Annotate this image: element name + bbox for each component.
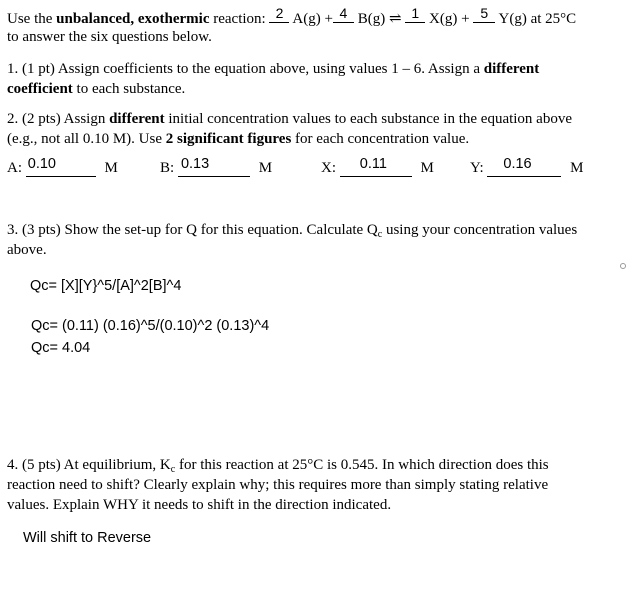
q4-line-1 [7,456,549,474]
q2-bold-different: different [109,111,165,127]
coef-b-value: 4 [339,5,348,21]
intro-line-2: to answer the six questions below. [7,29,212,45]
coef-a-value: 2 [275,5,284,21]
conc-input-b[interactable] [178,158,250,177]
q4-text-2: for this reaction at 25°C is 0.545. In which direction does this [175,457,549,473]
species-x: X(g) + [429,11,470,27]
conc-value-a: 0.10 [27,156,56,172]
intro-text: Use the [7,11,57,27]
q2-bold-sigfigs: 2 significant figures [165,131,292,147]
q4-subscript: c [170,464,176,475]
q1-line-1 [7,60,539,78]
conc-field-x [321,158,434,177]
conc-label-b: B: [160,160,175,176]
coef-y-blank[interactable] [473,5,495,23]
q3-subscript: c [377,229,383,240]
q1-text-2: to each substance. [72,81,186,97]
q2-text-2: initial concentration values to each substance in the equation above [164,111,572,127]
coef-b-blank[interactable] [333,5,354,23]
equilibrium-arrow: ⇌ [388,11,402,27]
q1-line-2 [7,80,185,98]
conc-unit-a: M [104,160,118,176]
q4-line-2: reaction need to shift? Clearly explain why; this requires more than simply stating relative [7,477,549,493]
coef-x-value: 1 [411,5,420,21]
conc-input-x[interactable] [340,158,412,177]
conc-value-b: 0.13 [180,156,210,172]
q2-text-3: (e.g., not all 0.10 M). Use [7,131,166,147]
conc-value-y: 0.16 [503,156,532,172]
q3-line-1 [7,221,577,239]
coef-a-blank[interactable] [269,5,289,23]
conc-label-x: X: [321,160,336,176]
q3-text-2: using your concentration values [382,222,578,238]
q1-text: 1. (1 pt) Assign coefficients to the equation above, using values 1 – 6. Assign a [7,61,484,77]
q4-answer: Will shift to Reverse [23,530,152,546]
intro-text-2: reaction: [209,11,270,27]
q2-text: 2. (2 pts) Assign [7,111,110,127]
conc-unit-y: M [570,160,584,176]
q1-bold-different: different [483,61,540,77]
species-b: B(g) [357,11,386,27]
conc-field-b [160,158,272,177]
conc-input-a[interactable] [26,158,96,177]
species-y: Y(g) at 25°C [498,11,577,27]
q3-answer-1: Qc= [X][Y}^5/[A]^2[B]^4 [30,278,182,294]
stray-circle-mark [620,263,626,269]
conc-field-a [7,158,118,177]
q3-text: 3. (3 pts) Show the set-up for Q for this equation. Calculate Q [7,222,378,238]
q1-bold-coefficient: coefficient [7,81,73,97]
q3-line-2: above. [7,242,47,258]
conc-unit-x: M [420,160,434,176]
q2-line-2 [7,130,469,148]
q2-text-4: for each concentration value. [291,131,470,147]
intro-line-1 [7,5,577,28]
q3-answer-3: Qc= 4.04 [31,340,91,356]
intro-bold: unbalanced, exothermic [56,11,210,27]
q3-answer-2: Qc= (0.11) (0.16)^5/(0.10)^2 (0.13)^4 [31,318,270,334]
conc-label-y: Y: [470,160,484,176]
q2-line-1 [7,110,572,128]
conc-value-x: 0.11 [359,156,387,172]
coef-x-blank[interactable] [405,5,425,23]
q4-text: 4. (5 pts) At equilibrium, K [7,457,171,473]
q4-line-3: values. Explain WHY it needs to shift in the direction indicated. [7,497,392,513]
species-a: A(g) + [292,11,333,27]
conc-input-y[interactable] [487,158,561,177]
conc-label-a: A: [7,160,22,176]
conc-field-y [470,158,583,177]
conc-unit-b: M [258,160,273,176]
coef-y-value: 5 [480,5,489,21]
